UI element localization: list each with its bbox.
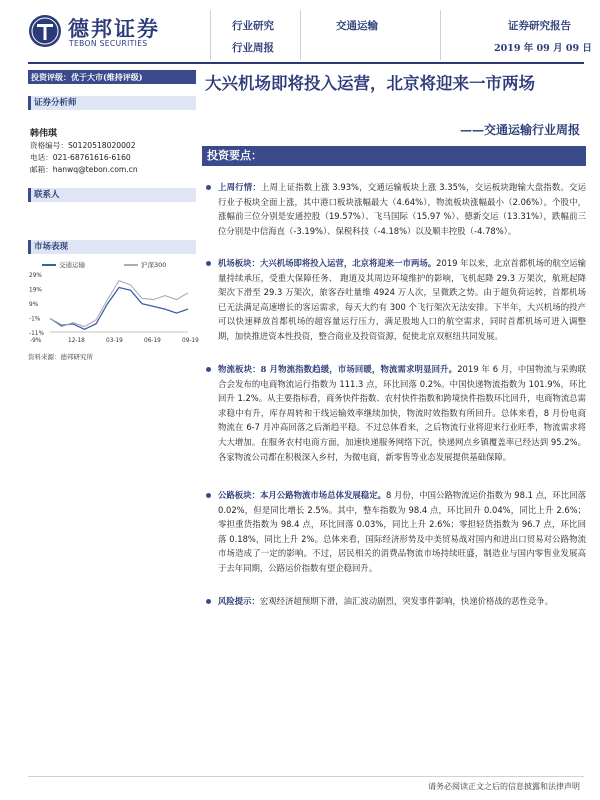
contact-section-header: 联系人	[28, 188, 196, 202]
bullet-lead: 风险提示：	[218, 596, 260, 606]
y-tick-label: -11%	[29, 331, 44, 337]
legend-swatch-index	[124, 264, 138, 266]
y-tick-label: 9%	[29, 302, 39, 308]
industry-label: 交通运输	[336, 20, 378, 32]
bullet-weekly-market	[206, 180, 586, 238]
bullet-text: 2019 年 6 月，中国物流与采购联合会发布的电商物流运行指数为 111.3 点，环比回落 0.2%。中国快递物流指数为 101.9%，环比回升 1.2%。从主要指标看，商务快件指数、农村快件指数和跨境快件指数环比回升，电商物流总需求稳中有升，库存周转和干线运输效率继续加快，物流时效指数有所回升。总体来看，8 月份电商物流在 6-7 月冲高回落之后渐趋平稳。不过总体看来，之后物流行业将迎来行业旺季，物流需求将大大增加。在服务农村电商方面，加速快递服务网络下沉，快递网点乡镇覆盖率已经达到 95.2%。各家物流公司都在积极深入乡村，为微电商，新零售等业态发展提供基础保障。	[218, 364, 586, 462]
market-performance-chart	[28, 256, 199, 352]
bullet-risk	[206, 594, 586, 609]
header-divider	[210, 10, 211, 60]
report-subtitle: ——交通运输行业周报	[459, 123, 580, 137]
analyst-name: 韩伟琪	[30, 129, 58, 139]
tebon-logo-icon	[28, 14, 62, 48]
bullet-dot-icon	[206, 367, 211, 372]
footer-disclaimer: 请务必阅读正文之后的信息披露和法律声明	[428, 782, 580, 791]
analyst-email: 邮箱：hanwq@tebon.com.cn	[30, 165, 138, 174]
header-rule	[28, 62, 584, 64]
logo-chinese-name: 德邦证券	[68, 16, 160, 41]
report-subcategory: 行业周报	[232, 42, 274, 54]
legend-label-sector: 交通运输	[59, 261, 85, 269]
bullet-lead: 公路板块：本月公路物流市场总体发展稳定。	[218, 490, 386, 500]
y-tick-label: 29%	[29, 273, 42, 279]
y-tick-label: 19%	[29, 287, 42, 294]
report-date: 2019 年 09 月 09 日	[494, 43, 592, 54]
legend-label-index: 沪深300	[141, 261, 167, 269]
report-header	[0, 0, 600, 64]
bullet-text: 8 月份，中国公路物流运价指数为 98.1 点，环比回落 0.02%，但是同比增长 2.5%。其中，整车指数为 98.4 点，环比回升 0.04%，同比上升 2.6%；零担重货指数为 98.4 点，环比回落 0.03%，同比上升 2.6%；零担轻货指数为 96.7 点，环比回落 0.18%，同比上升 2%。总体来看，国际经济形势及中美贸易战对国内和进出口贸易对公路物流市场造成了一定的影响。不过，居民相关的消费品物流市场持续旺盛，制造业与国内零售业发展高于去年同期，公路运价指数有望企稳回升。	[218, 490, 587, 573]
legend-swatch-sector	[42, 264, 56, 266]
footer-rule	[28, 776, 584, 777]
bullet-dot-icon	[206, 493, 211, 498]
logo-english-name: TEBON SECURITIES	[69, 39, 148, 48]
legend-item-index	[124, 260, 166, 269]
analyst-section-header: 证券分析师	[28, 96, 196, 110]
legend-item-sector	[42, 260, 85, 269]
bullet-text: 2019 年以来，北京首都机场的航空运输量持续承压，受重大保障任务、 跑道及其周边环境维护的影响，飞机起降 29.3 万架次，航班起降架次下滑至 29.3 万架次，旅客吞吐量维 4924 万人次，呈微跌之势。由于超负荷运转，首都机场已无法满足高速增长的客运需求，每天大约有 300 个飞行架次无法安排。下半年，大兴机场的投产可以快速释放首都机场的超容量运行压力，满足股地人口的航空需求，同时首都机场可进入调整期，加快推进资本性投资，整合商业及投资资源，促使北京双枢纽共同发展。	[218, 258, 586, 341]
report-title: 大兴机场即将投入运营，北京将迎来一市两场	[205, 74, 535, 93]
investment-rating: 投资评级：优于大市(维持评级)	[28, 70, 196, 84]
bullet-lead: 上周行情：	[218, 182, 261, 192]
sidebar	[0, 68, 200, 368]
bullet-logistics	[206, 362, 586, 464]
report-category: 行业研究	[232, 20, 274, 32]
x-tick-label: 03-19	[106, 338, 123, 344]
x-tick-label: -9%	[30, 338, 42, 344]
x-tick-label: 06-19	[144, 338, 161, 344]
x-tick-label: 09-19	[182, 338, 199, 344]
bullet-dot-icon	[206, 185, 211, 190]
bullet-lead: 机场板块：大兴机场即将投入运营，北京将迎来一市两场。	[218, 258, 437, 268]
analyst-cert: 资格编号：S0120518020002	[30, 141, 136, 150]
market-section-header: 市场表现	[28, 240, 196, 254]
bullet-airport	[206, 256, 586, 344]
chart-source-note: 资料来源：德邦研究所	[28, 353, 93, 361]
header-divider	[440, 10, 441, 60]
bullet-lead: 物流板块：8 月物流指数趋缓，市场回暖，物流需求明显回升。	[218, 364, 458, 374]
company-logo	[28, 12, 168, 52]
bullet-dot-icon	[206, 261, 211, 266]
market-chart-plot	[28, 270, 199, 350]
y-tick-label: -1%	[29, 316, 41, 323]
bullet-highway	[206, 488, 586, 576]
bullet-dot-icon	[206, 599, 211, 604]
bullet-text: 上周上证指数上涨 3.93%，交通运输板块上涨 3.35%，交运板块跑输大盘指数。交运行业子板块全面上涨，其中港口板块涨幅最大（4.64%），物流板块涨幅最小（2.06%）。个股中，涨幅前三位分别是安通控股（19.57%）、飞马国际（15.97 %）、德新交运（13.31%），跌幅前三位分别是中信海直（-3.19%）、保税科技（-4.18%）以及顺丰控股（-4.78%）。	[218, 182, 586, 236]
key-points-header: 投资要点：	[202, 146, 586, 166]
analyst-phone: 电话：021-68761616-6160	[30, 153, 131, 162]
bullet-text: 宏观经济超预期下滑，油汇波动剧烈，突发事件影响，快递价格战的恶性竞争。	[259, 596, 553, 606]
header-divider	[300, 10, 301, 60]
report-type: 证券研究报告	[508, 20, 571, 32]
x-tick-label: 12-18	[68, 338, 85, 344]
